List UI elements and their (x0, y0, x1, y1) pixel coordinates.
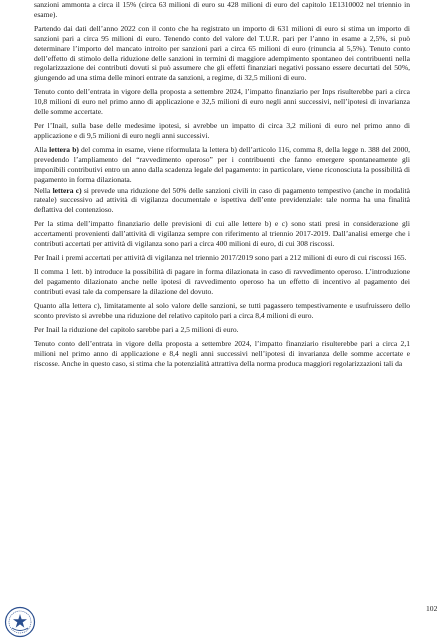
document-body (34, 0, 410, 373)
lettera-c-bold: lettera c) (52, 185, 82, 195)
paragraph: Per la stima dell’impatto finanziario delle previsioni di cui alle lettere b) e c) sono stati presi in considerazione gli accertamenti provenienti dall’attività di vigilanza sempre con riferimento al triennio 2017-2019. Dall’analisi emerge che i contributi accertati per attività di vigilanza sono pari a circa 400 milioni di euro, di cui 308 riscossi. (34, 219, 410, 249)
page-number: 102 (426, 604, 438, 613)
paragraph: sanzioni ammonta a circa il 15% (circa 63 milioni di euro su 428 milioni di euro del capitolo 1E1310002 nel triennio in esame). (34, 0, 410, 19)
lettera-b-bold: lettera b) (49, 145, 79, 155)
paragraph-lettera-c: Nella lettera c) si prevede una riduzione del 50% delle sanzioni civili in caso di pagamento tempestivo (anche in modalità rateale) successivo ad attività di vigilanza documentale e ispettiva dell’ente previdenziale: tale norma ha una finalità deflattiva del contenzioso. (34, 185, 410, 215)
paragraph: Quanto alla lettera c), limitatamente al solo valore delle sanzioni, se tutti pagassero tempestivamente e usufruissero dello sconto previsto si avrebbe una riduzione del relativo capitolo pari a circa 8,4 milioni di euro. (34, 301, 410, 320)
paragraph: Per Inail i premi accertati per attività di vigilanza nel triennio 2017/2019 sono pari a 212 milioni di euro di cui riscossi 165. (34, 253, 407, 263)
paragraph: Il comma 1 lett. b) introduce la possibilità di pagare in forma dilazionata in caso di ravvedimento operoso. L’introduzione del pagamento dilazionato anche nelle ipotesi di ravvedimento operoso ha un effetto di incentivo al pagamento dei contributi evasi tale da compensare la dilazione del dovuto. (34, 267, 410, 297)
paragraph: Per l’Inail, sulla base delle medesime ipotesi, si avrebbe un impatto di circa 3,2 milioni di euro nel primo anno di applicazione e di 9,5 milioni di euro negli anni successivi. (34, 121, 410, 141)
lettera-b-prefix: Alla (34, 145, 50, 155)
lettera-b-text: del comma in esame, viene riformulata la lettera b) dell’articolo 116, comma 8, della legge n. 388 del 2000, prevedendo l’ampliamento del “ravvedimento operoso” per i contribuenti che fanno emergere spontaneamente gli imponibili contributivi entro un anno dalla scadenza legale del pagamento: in particolare, viene riconosciuta la possibilità di pagamento in forma dilazionata. (34, 145, 410, 184)
republic-emblem-icon (4, 606, 36, 638)
paragraph-lettera-b (34, 145, 410, 184)
paragraph: Per Inail la riduzione del capitolo sarebbe pari a 2,5 milioni di euro. (34, 325, 239, 335)
paragraph: Tenuto conto dell’entrata in vigore della proposta a settembre 2024, l’impatto finanziario risulterebbe pari a circa 2,1 milioni nel primo anno di applicazione e 8,4 negli anni successivi nell’ipotesi di invarianza delle somme accertate e riscosse. Anche in questo caso, si stima che la potenzialità attrattiva della norma produca maggiori regolarizzazioni tali da (34, 339, 410, 368)
paragraph: Partendo dai dati dell’anno 2022 con il conto che ha registrato un importo di 631 milioni di euro si stima un importo di sanzioni pari a circa 95 milioni di euro. Tenendo conto del valore del T.U.R. pari per l’anno in esame a 2,5%, si può determinare l’importo del mancato introito per sanzioni pari a circa 65 milioni di euro (rinuncia al 5,5%). Tenuto conto dell’effetto di stimolo della riduzione delle sanzioni in termini di maggiore adempimento spontaneo dei contribuenti nella regolarizzazione dei contributi dovuti si può assumere che gli effetti finanziari negativi possano essere decurtati del 50%, giungendo ad una stima delle minori entrate da sanzioni, a regime, di 32,5 milioni di euro. (34, 23, 410, 83)
paragraph: Tenuto conto dell’entrata in vigore della proposta a settembre 2024, l’impatto finanziario per Inps risulterebbe pari a circa 10,8 milioni di euro nel primo anno di applicazione e 32,5 milioni di euro negli anni successivi, nell’ipotesi di invarianza delle somme accertate. (34, 87, 410, 117)
